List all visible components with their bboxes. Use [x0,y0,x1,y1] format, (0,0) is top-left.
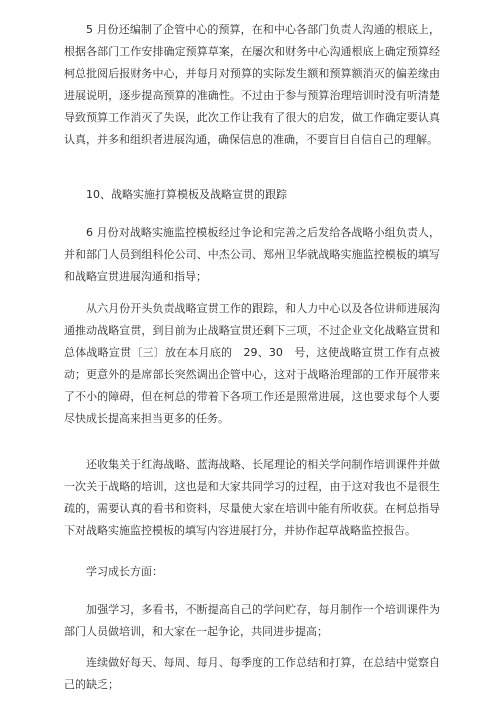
paragraph-budget: 5 月份还编制了企管中心的预算，在和中心各部门负责人沟通的根底上，根据各部门工作安排确定预算草案，在屡次和财务中心沟通根底上确定预算经柯总批阅后报财务中心，并每月对预算的实际发生额和预算额消灭的偏差缘由进展说明，逐步提高预算的准确性。不过由于参与预算治理培训时没有听清楚导致预算工作消灭了失误，此次工作让我有了很大的启发，做工作确定要认真认真，并多和组织者进展沟通，确保信息的准确，不要盲目自信自己的理解。 [64,23,440,146]
section-heading-learning-growth: 学习成长方面： [86,565,163,578]
paragraph-study-plan: 加强学习，多看书，不断提高自己的学问贮存，每月制作一个培训课件为部门人员做培训，和大家在一起争论，共同进步提高； [64,603,440,638]
paragraph-strategy-publicity: 从六月份开头负责战略宣贯工作的跟踪，和人力中心以及各位讲师进展沟通推动战略宣贯，到目前为止战略宣贯还剩下三项，不过企业文化战略宣贯和总体战略宣贯〔三〕放在本月底的 29、30 号，这使战略宣贯工作有点被动；更意外的是席部长突然调出企管中心，这对于战略治理部的工作开展带来了不小的障碍，但在柯总的带着下各项工作还是照常进展，这也要求每个人要尽快成长提高来担当更多的任务。 [64,302,440,425]
section-heading-strategy-tracking: 10、战略实施打算模板及战略宣贯的跟踪 [86,188,287,201]
paragraph-work-summary: 连续做好每天、每周、每月、每季度的工作总结和打算，在总结中觉察自己的缺乏； [64,656,440,691]
paragraph-monitoring-template: 6 月份对战略实施监控模板经过争论和完善之后发给各战略小组负责人，并和部门人员到组科伦公司、中杰公司、郑州卫华就战略实施监控模板的填写和战略宣贯进展沟通和指导； [64,226,440,283]
paragraph-training-courseware: 还收集关于红海战略、蓝海战略、长尾理论的相关学问制作培训课件并做一次关于战略的培训，这也是和大家共同学习的过程，由于这对我也不是很生疏的，需要认真的看书和资料，尽量使大家在培训中能有所收获。在柯总指导下对战略实施监控模板的填写内容进展打分，并协作起草战略监控报告。 [64,458,440,537]
